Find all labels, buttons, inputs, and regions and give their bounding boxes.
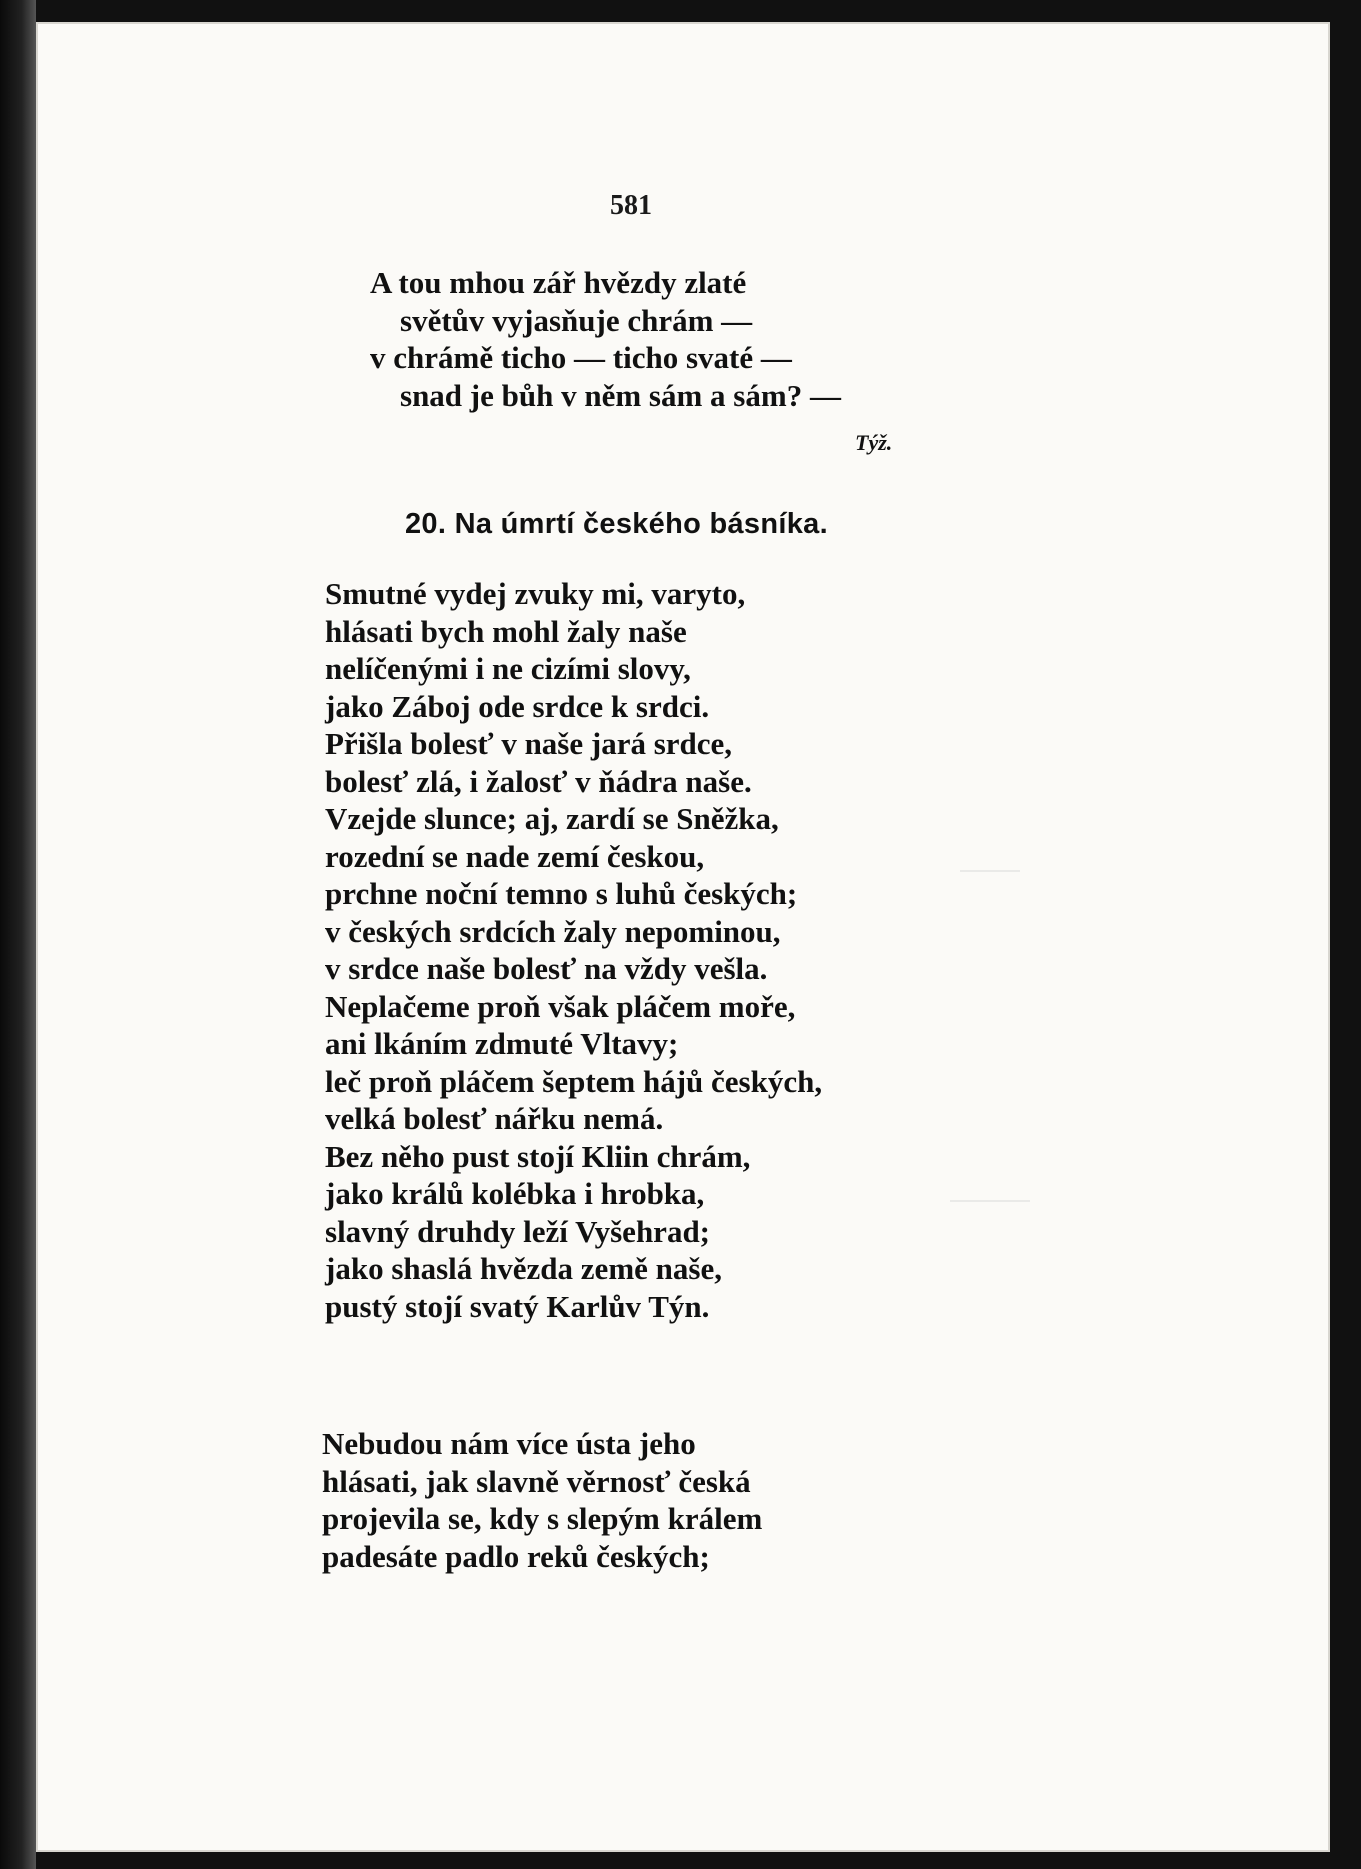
verse-line: bolesť zlá, i žalosť v ňádra naše. [325,763,752,799]
verse-line: jako shaslá hvězda země naše, [325,1251,722,1286]
verse-line: nelíčenými i ne cizími slovy, [325,651,691,686]
verse-line: Smutné vydej zvuky mi, varyto, [325,576,746,611]
verse-line: jako Záboj ode srdce k srdci. [325,688,710,724]
verse-line: rozední se nade zemí českou, [325,838,705,874]
author-attribution: Týž. [855,430,893,455]
verse-line: Bez něho pust stojí Kliin chrám, [325,1138,751,1174]
bleed-through-smudge [960,870,1020,872]
verse-line: projevila se, kdy s slepým králem [322,1501,763,1536]
verse-line: jako králů kolébka i hrobka, [325,1176,705,1211]
verse-line: hlásati, jak slavně věrnosť česká [322,1463,751,1499]
poem-stanza-2 [322,1425,962,1575]
verse-line: Neplačeme proň však pláčem moře, [325,988,796,1024]
verse-line: velká bolesť nářku nemá. [325,1101,664,1136]
verse-line: v srdce naše bolesť na vždy vešla. [325,951,768,986]
verse-line: prchne noční temno s luhů českých; [325,876,798,911]
section-heading: 20. Na úmrtí českého básníka. [405,508,828,540]
verse-line: slavný druhdy leží Vyšehrad; [325,1213,711,1249]
verse-line: v chrámě ticho — ticho svaté — [370,340,792,375]
verse-line: světův vyjasňuje chrám — [400,302,753,338]
book-spine-shadow [0,0,36,1869]
verse-line: hlásati bych mohl žaly naše [325,613,687,649]
verse-line: snad je bůh v něm sám a sám? — [400,377,841,413]
verse-line: padesáte padlo reků českých; [322,1538,710,1574]
verse-line: leč proň pláčem šeptem hájů českých, [325,1063,823,1099]
verse-line: Přišla bolesť v naše jará srdce, [325,726,733,761]
verse-line: ani lkáním zdmuté Vltavy; [325,1026,679,1061]
stanza-top [370,264,970,414]
verse-line: pustý stojí svatý Karlův Týn. [325,1288,710,1324]
bleed-through-smudge [950,1200,1030,1202]
page-number: 581 [610,190,652,221]
verse-line: A tou mhou zář hvězdy zlaté [370,265,747,300]
verse-line: v českých srdcích žaly nepominou, [325,913,781,949]
verse-line: Nebudou nám více ústa jeho [322,1426,696,1461]
verse-line: Vzejde slunce; aj, zardí se Sněžka, [325,801,779,836]
poem-stanza-1 [325,575,965,1325]
